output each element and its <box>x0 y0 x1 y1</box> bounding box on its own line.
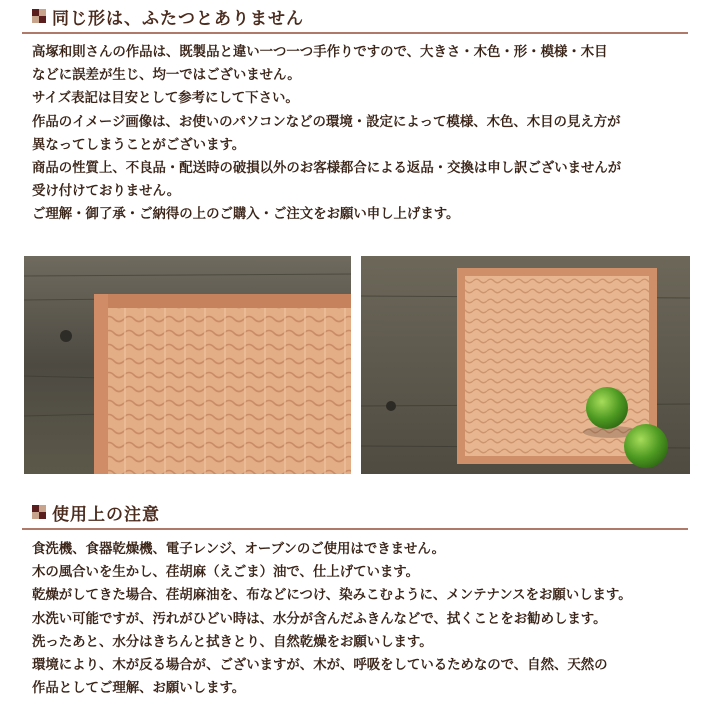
heading-rule <box>22 528 688 530</box>
text-line: 作品のイメージ画像は、お使いのパソコンなどの環境・設定によって模様、木色、木目の見え方が <box>32 113 621 130</box>
text-line: 乾燥がしてきた場合、荏胡麻油を、布などにつけ、染みこむように、メンテナンスをお願いします。 <box>32 587 632 604</box>
text-line: などに誤差が生じ、均一ではございません。 <box>32 67 301 84</box>
text-line: 木の風合いを生かし、荏胡麻（えごま）油で、仕上げています。 <box>32 564 419 581</box>
notice-paragraph-2 <box>32 538 692 700</box>
text-line: 受け付けておりません。 <box>32 183 181 200</box>
section-heading-1 <box>0 0 710 34</box>
text-line: 異なってしまうことがございます。 <box>32 136 246 153</box>
notice-paragraph-1 <box>32 41 692 227</box>
text-line: 商品の性質上、不良品・配送時の破損以外のお客様都合による返品・交換は申し訳ございませんが <box>32 160 622 177</box>
text-line: ご理解・御了承・ご納得の上のご購入・ご注文をお願い申し上げます。 <box>32 206 460 223</box>
section-title-2: 使用上の注意 <box>52 505 160 525</box>
tray-closeup-photo <box>24 256 351 474</box>
text-line: 環境により、木が反る場合が、ございますが、木が、呼吸をしているためなので、自然、天然の <box>32 657 608 674</box>
text-line: サイズ表記は目安として参考にして下さい。 <box>32 90 299 107</box>
text-line: 洗ったあと、水分はきちんと拭きとり、自然乾燥をお願いします。 <box>32 633 433 650</box>
text-line: 水洗い可能ですが、汚れがひどい時は、水分が含んだふきんなどで、拭くことをお勧めします。 <box>32 610 607 627</box>
text-line: 高塚和則さんの作品は、既製品と違い一つ一つ手作りですので、大きさ・木色・形・模様・木目 <box>32 44 608 60</box>
text-line: 作品としてご理解、お願いします。 <box>32 680 246 697</box>
section-title-1: 同じ形は、ふたつとありません <box>52 9 304 29</box>
tray-with-limes-photo <box>361 256 690 474</box>
heading-square-icon <box>32 9 46 23</box>
heading-square-icon <box>32 505 46 519</box>
text-line: 食洗機、食器乾燥機、電子レンジ、オーブンのご使用はできません。 <box>32 541 445 557</box>
section-heading-2 <box>0 496 710 530</box>
heading-rule <box>22 32 688 34</box>
